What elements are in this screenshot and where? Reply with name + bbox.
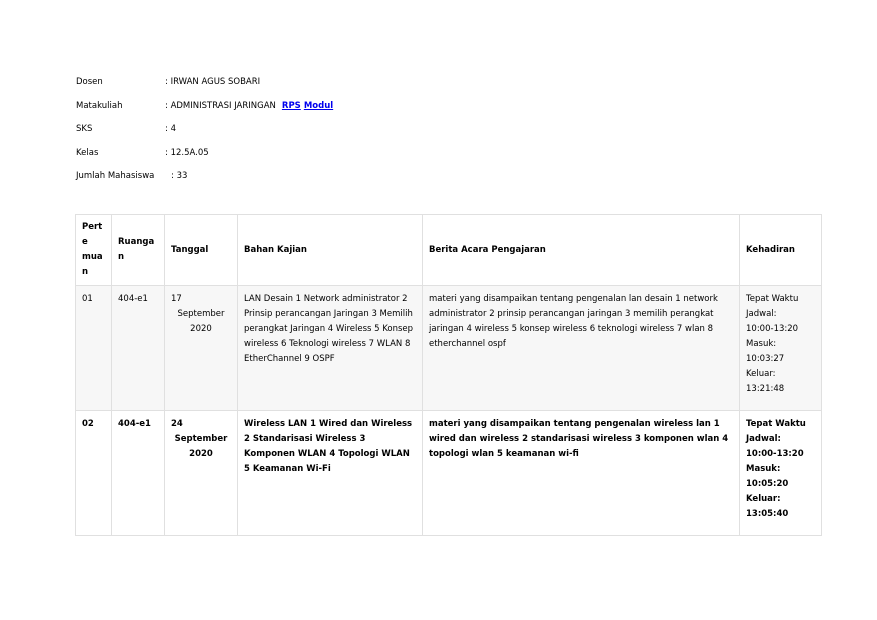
- sks-label: SKS: [76, 124, 93, 134]
- jadwal-value: 10:00-13:20: [746, 324, 799, 334]
- jadwal-value: 10:00-13:20: [746, 449, 804, 459]
- header-berita-acara: Berita Acara Pengajaran: [423, 215, 740, 286]
- header-kehadiran: Kehadiran: [740, 215, 822, 286]
- kelas-label: Kelas: [76, 147, 99, 158]
- cell-berita-acara: materi yang disampaikan tentang pengenalan wireless lan 1 wired dan wireless 2 standarisasi wireless 3 komponen wlan 4 topologi wlan 5 keamanan wi-fi: [423, 411, 740, 536]
- keluar-label: Keluar:: [746, 494, 781, 504]
- cell-pertemuan: 01: [76, 286, 112, 411]
- tanggal-year: 2020: [190, 324, 212, 334]
- jadwal-label: Jadwal:: [746, 309, 777, 319]
- dosen-value: : IRWAN AGUS SOBARI: [165, 77, 261, 87]
- header-tanggal: Tanggal: [165, 215, 238, 286]
- table-row: [76, 411, 822, 536]
- table-row: [76, 286, 822, 411]
- cell-ruangan: 404-e1: [112, 411, 165, 536]
- keluar-value: 13:05:40: [746, 509, 789, 519]
- jumlah-label: Jumlah Mahasiswa: [76, 171, 155, 181]
- sks-value: : 4: [165, 124, 176, 134]
- cell-bahan-kajian: Wireless LAN 1 Wired dan Wireless 2 Standarisasi Wireless 3 Komponen WLAN 4 Topologi WLAN 5 Keamanan Wi-Fi: [238, 411, 423, 536]
- matakuliah-value: [165, 100, 333, 112]
- tanggal-year: 2020: [189, 449, 213, 459]
- keluar-label: Keluar:: [746, 369, 776, 379]
- kehadiran-status: Tepat Waktu: [746, 419, 806, 429]
- masuk-value: 10:05:20: [746, 479, 789, 489]
- jumlah-value: : 33: [171, 171, 188, 181]
- jadwal-label: Jadwal:: [746, 434, 781, 444]
- table-header-row: [76, 215, 822, 286]
- matakuliah-label: Matakuliah: [76, 100, 123, 111]
- masuk-value: 10:03:27: [746, 354, 785, 364]
- cell-kehadiran: [740, 411, 822, 536]
- header-pertemuan-line1: Perte: [82, 222, 103, 247]
- cell-tanggal: [165, 286, 238, 411]
- tanggal-month: September: [177, 309, 225, 319]
- kelas-value: : 12.5A.05: [165, 147, 209, 158]
- cell-bahan-kajian: LAN Desain 1 Network administrator 2 Prinsip perancangan Jaringan 3 Memilih perangkat Jaringan 4 Wireless 5 Konsep wireless 6 Teknologi wireless 7 WLAN 8 EtherChannel 9 OSPF: [238, 286, 423, 411]
- masuk-label: Masuk:: [746, 464, 781, 474]
- keluar-value: 13:21:48: [746, 384, 785, 394]
- masuk-label: Masuk:: [746, 339, 777, 349]
- header-pertemuan-line2: muan: [82, 252, 103, 277]
- modul-link[interactable]: Modul: [303, 100, 334, 111]
- matakuliah-text: : ADMINISTRASI JARINGAN: [165, 100, 276, 111]
- attendance-table: [75, 214, 822, 536]
- cell-berita-acara: materi yang disampaikan tentang pengenalan lan desain 1 network administrator 2 prinsip perancangan jaringan 3 memilih perangkat jaringan 4 wireless 5 konsep wireless 6 teknologi wireless 7 wlan 8 etherchannel ospf: [423, 286, 740, 411]
- cell-tanggal: [165, 411, 238, 536]
- tanggal-day: 24: [171, 419, 183, 429]
- cell-pertemuan: 02: [76, 411, 112, 536]
- kehadiran-status: Tepat Waktu: [746, 294, 799, 304]
- dosen-label: Dosen: [76, 77, 103, 87]
- cell-ruangan: 404-e1: [112, 286, 165, 411]
- header-ruangan: Ruangan: [112, 215, 165, 286]
- tanggal-month: September: [174, 434, 228, 444]
- header-bahan-kajian: Bahan Kajian: [238, 215, 423, 286]
- rps-link[interactable]: RPS: [281, 100, 301, 111]
- header-pertemuan: [76, 215, 112, 286]
- cell-kehadiran: [740, 286, 822, 411]
- tanggal-day: 17: [171, 294, 182, 304]
